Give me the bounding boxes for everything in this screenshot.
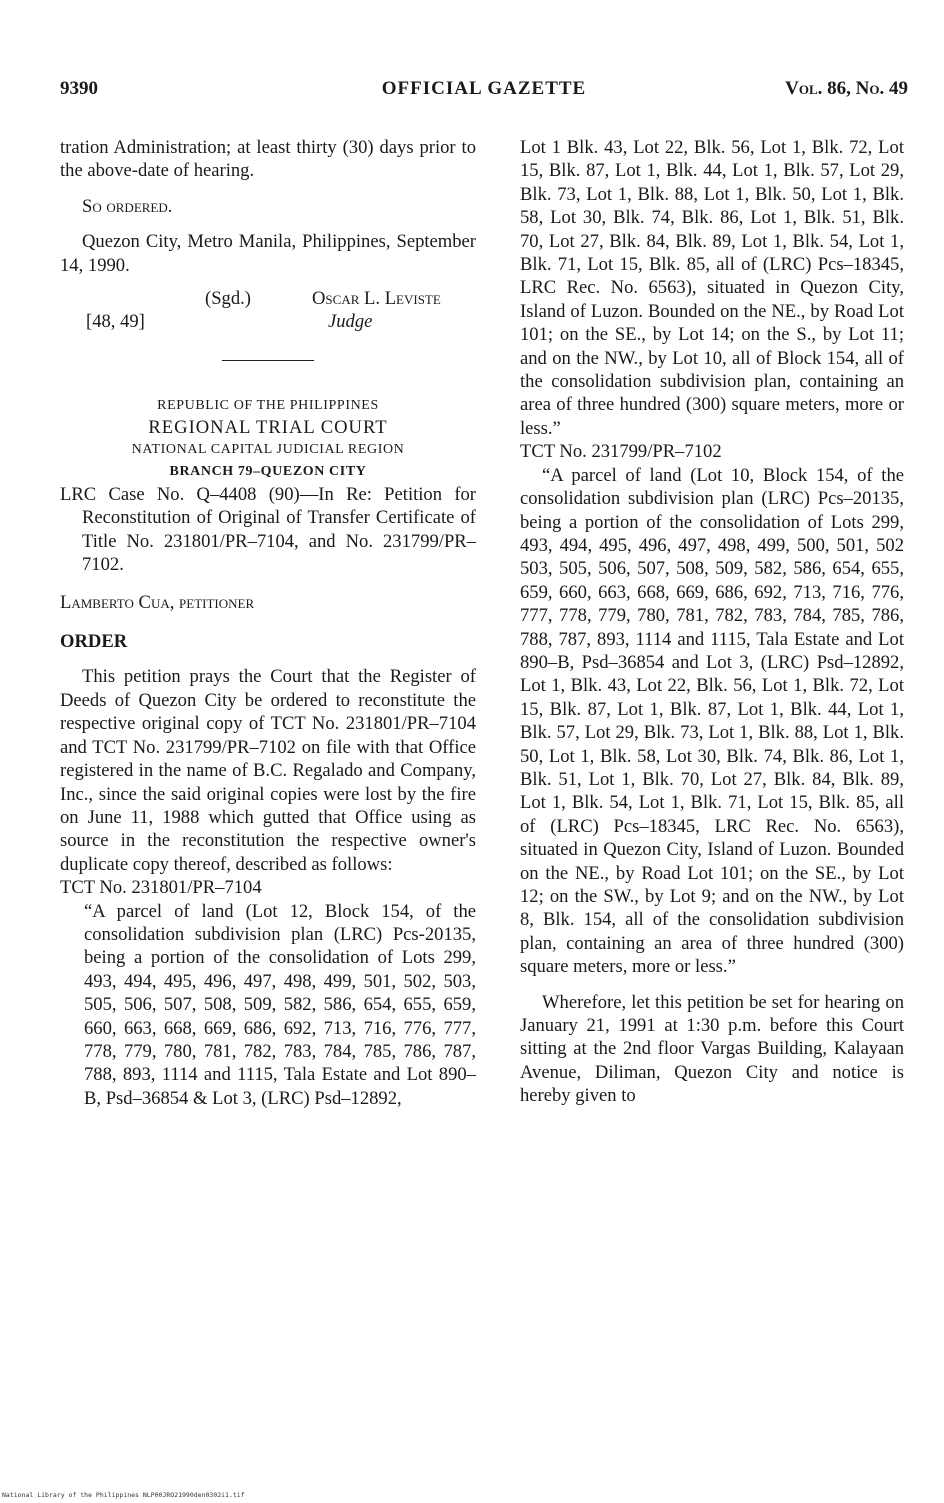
tct1-heading: TCT No. 231801/PR–7104	[60, 877, 262, 899]
judge-name: Oscar L. Leviste	[312, 288, 441, 310]
order-paragraph: This petition prays the Court that the Register of Deeds of Quezon City be ordered to reconstitute the respective original copy of TCT No. 231801/PR–7104 and TCT No. 231799/PR–7102 on file with that Office registered in the name of B.C. Regalado and Company, Inc., since the said original copies were lost by the fire on June 11, 1988 which gutted that Office using as source in the reconstitution the respective owner's duplicate copy thereof, described as follows:	[60, 666, 476, 875]
page-number: 9390	[60, 78, 98, 99]
tct2-heading: TCT No. 231799/PR–7102	[520, 441, 722, 463]
caption-court: REGIONAL TRIAL COURT	[148, 417, 388, 439]
volume-number: Vol. 86, No. 49	[785, 78, 908, 99]
page-header	[60, 78, 908, 108]
tct2-description: “A parcel of land (Lot 10, Block 154, of the consolidation subdivision plan (LRC) Pcs–20135, being a portion of the consolidation of Lots 299, 493, 494, 495, 496, 497, 498, 499, 500, 501, 502 503, 505, 506, 507, 508, 509, 582, 586, 654, 655, 659, 660, 663, 668, 669, 686, 692, 713, 716, 776, 777, 778, 779, 780, 781, 782, 783, 784, 785, 786, 788, 787, 893, 1114 and 1115, Tala Estate and Lot 890–B, Psd–36854 and Lot 3, (LRC) Psd–12892, Lot 1, Blk. 43, Lot 22, Blk. 56, Lot 1, Blk. 72, Lot 15, Blk. 87, Lot 1, Blk. 87, Lot 1, Blk. 44, Lot 1, Blk. 57, Lot 29, Blk. 73, Lot 1, Blk. 88, Lot 1, Blk. 50, Lot 1, Blk. 58, Lot 30, Blk. 74, Blk. 86, Lot 1, Blk. 51, Lot 1, Blk. 70, Lot 27, Blk. 84, Blk. 89, Lot 1, Blk. 54, Lot 1, Blk. 71, Lot 15, Blk. 85, all of (LRC) Pcs–18345, LRC Rec. No. 6563), situated in Quezon City, Island of Luzon. Bounded on the NE., by Road Lot 101; on the SE., by Lot 12; on the SW., by Lot 9; and on the NW., by Lot 8, Blk. 154, all of the consolidation subdivision plan, containing an area of three hundred (300) square meters, more or less.”	[520, 464, 904, 978]
divider-rule	[222, 360, 314, 361]
court-caption	[60, 395, 476, 483]
caption-branch: BRANCH 79–QUEZON CITY	[169, 464, 367, 480]
caption-republic: REPUBLIC OF THE PHILIPPINES	[157, 398, 379, 414]
right-column	[520, 136, 904, 1108]
place-date: Quezon City, Metro Manila, Philippines, September 14, 1990.	[60, 231, 476, 276]
judge-title: Judge	[328, 311, 373, 333]
tct1-description: “A parcel of land (Lot 12, Block 154, of the consolidation subdivision plan (LRC) Pcs-20135, being a portion of the consolidation of Lots 299, 493, 494, 495, 496, 497, 498, 499, 501, 502, 503, 505, 506, 507, 508, 509, 582, 586, 654, 655, 659, 660, 663, 668, 669, 686, 692, 713, 716, 776, 777, 778, 779, 780, 781, 782, 783, 784, 785, 786, 787, 788, 893, 1114 and 1115, Tala Estate and Lot 890–B, Psd–36854 & Lot 3, (LRC) Psd–12892,	[84, 900, 476, 1109]
petitioner-line: Lamberto Cua, petitioner	[60, 591, 255, 613]
wherefore-paragraph: Wherefore, let this petition be set for hearing on January 21, 1991 at 1:30 p.m. before this Court sitting at the 2nd floor Vargas Building, Kalayaan Avenue, Diliman, Quezon City and notice is hereby given to	[520, 991, 904, 1107]
left-column	[60, 136, 476, 1110]
intro-paragraph: tration Administration; at least thirty (30) days prior to the above-date of hearing.	[60, 137, 476, 182]
order-heading: ORDER	[60, 631, 128, 653]
tct1-description-continued: Lot 1 Blk. 43, Lot 22, Blk. 56, Lot 1, Blk. 72, Lot 15, Blk. 87, Lot 1, Blk. 44, Lot 1, Blk. 57, Lot 29, Blk. 73, Lot 1, Blk. 88, Lot 1, Blk. 50, Lot 1, Blk. 58, Lot 30, Blk. 74, Blk. 86, Lot 1, Blk. 51, Blk. 70, Lot 27, Blk. 84, Blk. 89, Lot 1, Blk. 54, Lot 1, Blk. 71, Lot 15, Blk. 85, all of (LRC) Pcs–18345, LRC Rec. No. 6563), situated in Quezon City, Island of Luzon. Bounded on the NE., by Road Lot 101; on the SE., by Lot 14; on the S., by Lot 11; and on the NW., by Lot 10, all of Block 154, all of the consolidation subdivision plan, containing an area of three hundred (300) square meters, more or less.”	[520, 137, 904, 439]
issue-numbers: [48, 49]	[86, 311, 145, 333]
caption-region: NATIONAL CAPITAL JUDICIAL REGION	[131, 442, 405, 458]
signed-mark: (Sgd.)	[205, 288, 251, 310]
publication-title: OFFICIAL GAZETTE	[381, 78, 587, 99]
case-title: LRC Case No. Q–4408 (90)—In Re: Petition for Reconstitution of Original of Transfer Certificate of Title No. 231801/PR–7104, and No. 231799/PR–7102.	[60, 484, 476, 576]
scan-footer: National Library of the Philippines NLP00JRO21990den0302i1.tif	[2, 1491, 245, 1499]
so-ordered: So ordered.	[82, 195, 173, 217]
signature-block	[60, 287, 476, 339]
